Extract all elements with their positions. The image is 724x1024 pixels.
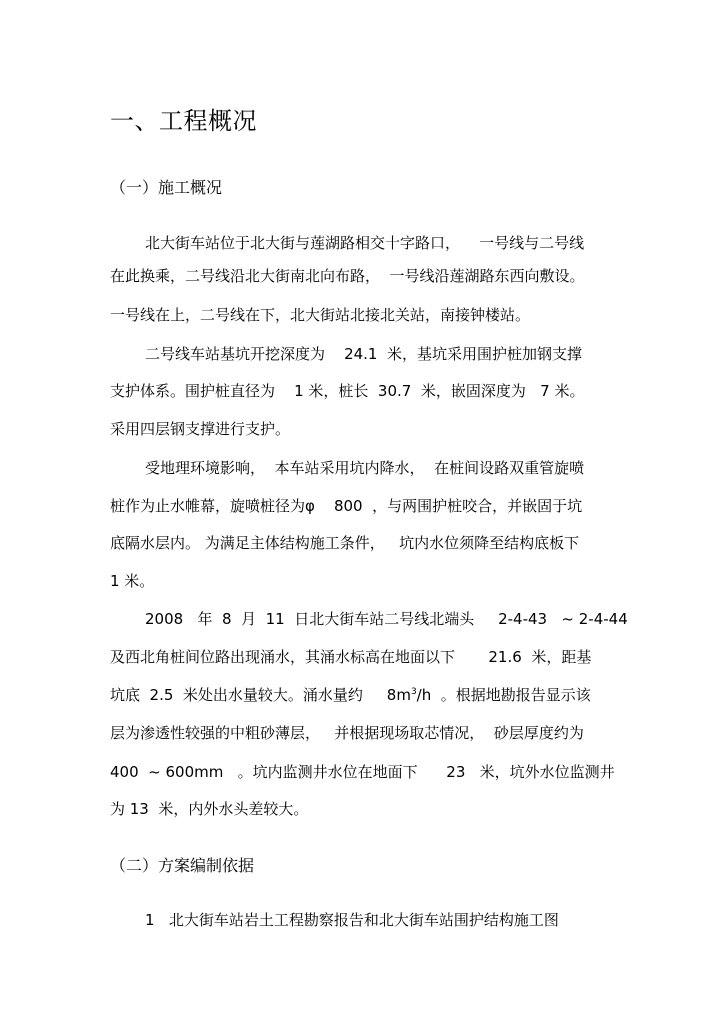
basis-item-1: 1 北大街车站岩土工程勘察报告和北大街车站围护结构施工图 bbox=[145, 911, 559, 929]
paragraph-line: 层为渗透性较强的中粗砂薄层， 并根据现场取芯情况， 砂层厚度约为 bbox=[110, 724, 584, 742]
paragraph-line: 受地理环境影响， 本车站采用坑内降水， 在桩间设路双重管旋喷 bbox=[145, 459, 585, 477]
paragraph-line: 底隔水层内。 为满足主体结构施工条件， 坑内水位须降至结构底板下 bbox=[110, 534, 580, 552]
flow-rate-text: 坑底 2.5 米处出水量较大。涌水量约 8m bbox=[110, 686, 411, 704]
paragraph-line: 北大街车站位于北大街与莲湖路相交十字路口， 一号线与二号线 bbox=[145, 234, 585, 252]
paragraph-line-flow-rate bbox=[110, 684, 591, 706]
flow-rate-superscript: 3 bbox=[410, 687, 417, 697]
paragraph-line: 为 13 米，内外水头差较大。 bbox=[110, 800, 309, 818]
paragraph-line: 采用四层钢支撑进行支护。 bbox=[110, 420, 291, 438]
section-title-basis: （二）方案编制依据 bbox=[110, 856, 255, 875]
chapter-heading: 一、工程概况 bbox=[110, 107, 257, 135]
paragraph-line: 二号线车站基坑开挖深度为 24.1 米，基坑采用围护桩加钢支撑 bbox=[145, 345, 583, 363]
paragraph-line: 1 米。 bbox=[110, 572, 155, 590]
section-title-construction-overview: （一）施工概况 bbox=[110, 178, 223, 197]
paragraph-line: 一号线在上，二号线在下，北大街站北接北关站，南接钟楼站。 bbox=[110, 306, 531, 324]
paragraph-line: 在此换乘，二号线沿北大街南北向布路， 一号线沿莲湖路东西向敷设。 bbox=[110, 267, 585, 285]
paragraph-line: 2008 年 8 月 11 日北大街车站二号线北端头 2-4-43 ~ 2-4-44 bbox=[145, 610, 628, 628]
paragraph-line: 及西北角桩间位路出现涌水，其涌水标高在地面以下 21.6 米，距基 bbox=[110, 648, 592, 666]
paragraph-line: 400 ~ 600mm 。坑内监测井水位在地面下 23 米，坑外水位监测井 bbox=[110, 763, 615, 781]
paragraph-line: 支护体系。围护桩直径为 1 米，桩长 30.7 米，嵌固深度为 7 米。 bbox=[110, 382, 585, 400]
flow-rate-tail: /h 。根据地勘报告显示该 bbox=[416, 686, 591, 704]
paragraph-line: 桩作为止水帷幕，旋喷桩径为φ 800 ，与两围护桩咬合，并嵌固于坑 bbox=[110, 497, 583, 515]
